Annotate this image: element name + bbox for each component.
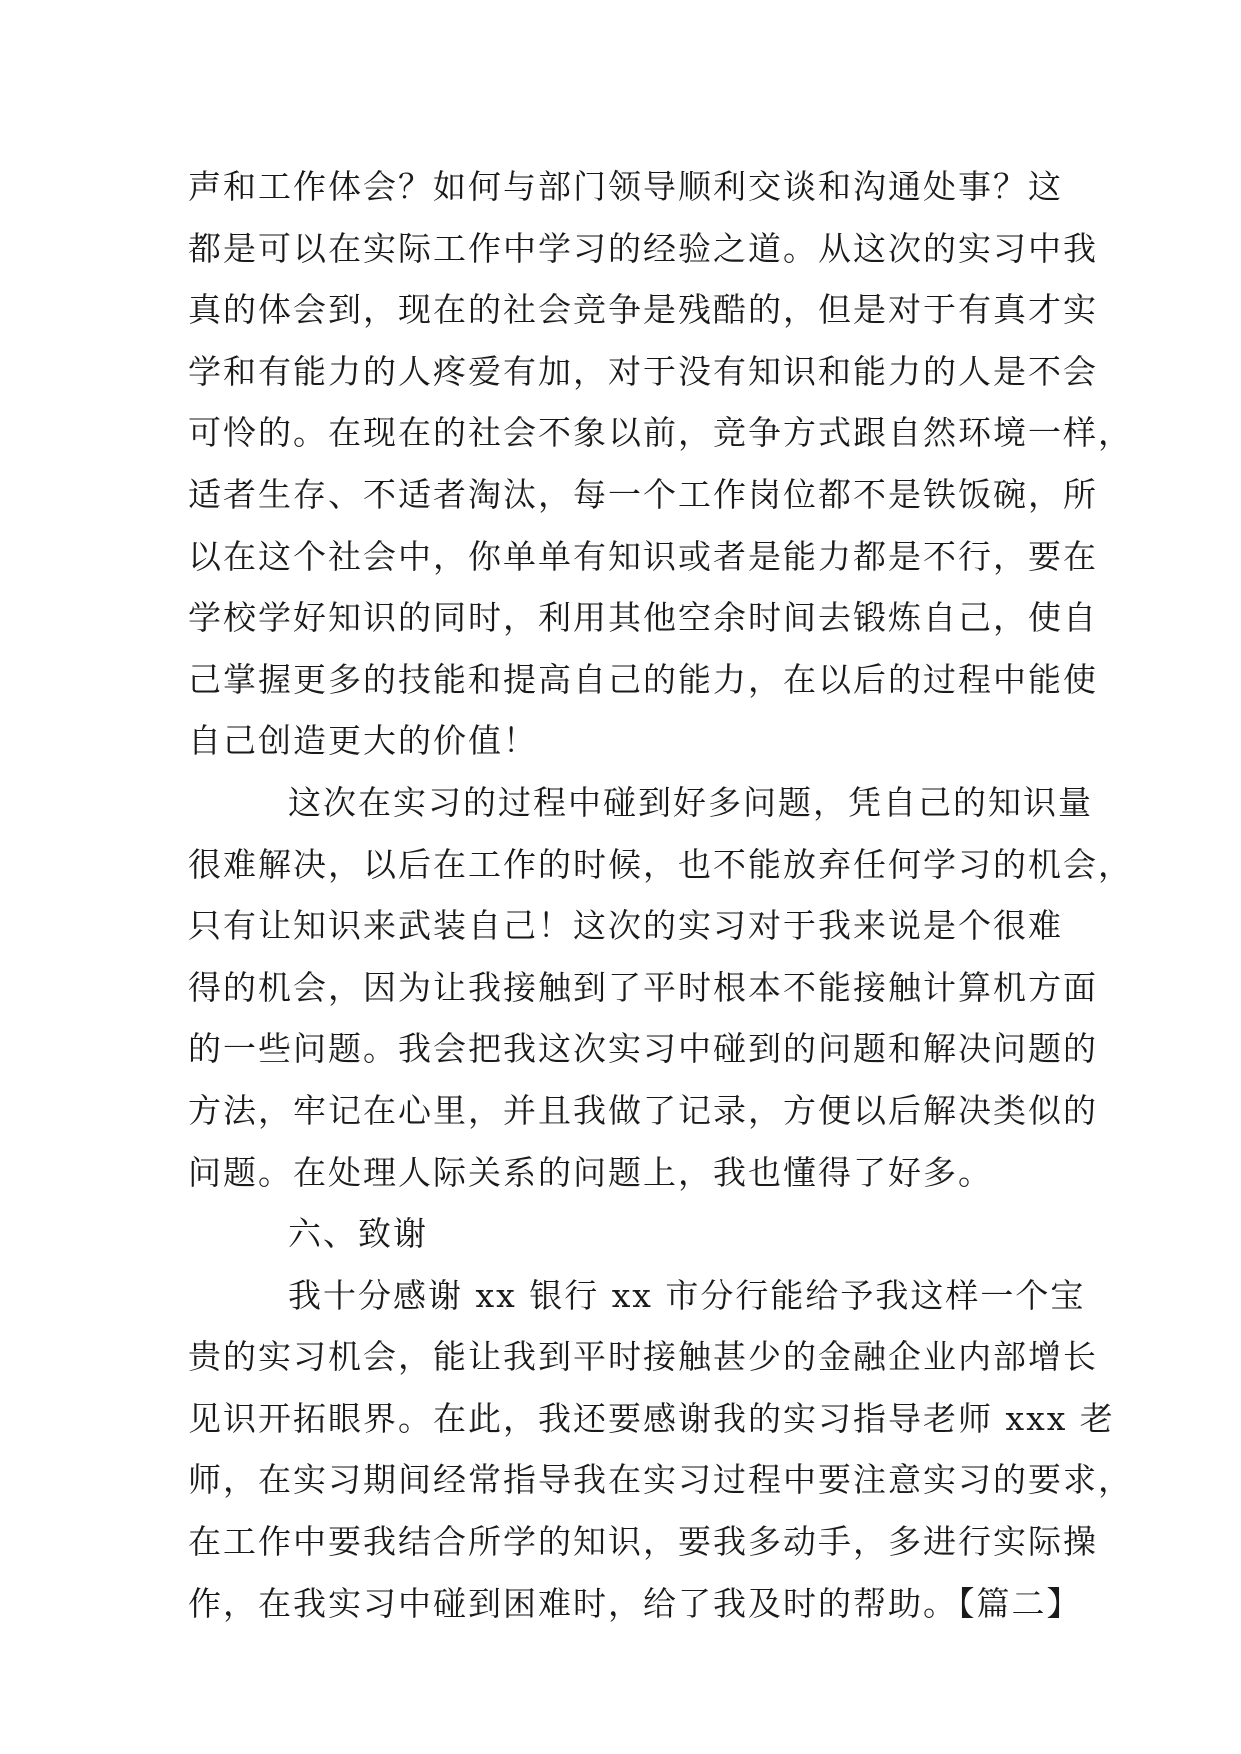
text-line: 方法，牢记在心里，并且我做了记录，方便以后解决类似的 (188, 1090, 1098, 1130)
text-line: 问题。在处理人际关系的问题上，我也懂得了好多。 (188, 1152, 993, 1192)
text-line: 真的体会到，现在的社会竞争是残酷的，但是对于有真才实 (188, 290, 1098, 330)
text-line: 只有让知识来武装自己！这次的实习对于我来说是个很难 (188, 906, 1063, 946)
text-line: 师，在实习期间经常指导我在实习过程中要注意实习的要求， (188, 1460, 1133, 1500)
text-line: 在工作中要我结合所学的知识，要我多动手，多进行实际操 (188, 1522, 1098, 1562)
text-line: 得的机会，因为让我接触到了平时根本不能接触计算机方面 (188, 967, 1098, 1007)
text-line: 很难解决，以后在工作的时候，也不能放弃任何学习的机会， (188, 844, 1133, 884)
text-line: 贵的实习机会，能让我到平时接触甚少的金融企业内部增长 (188, 1337, 1098, 1377)
section-heading: 六、致谢 (288, 1214, 428, 1254)
text-line: 适者生存、不适者淘汰，每一个工作岗位都不是铁饭碗，所 (188, 474, 1098, 514)
text-line: 自己创造更大的价值！ (188, 721, 538, 761)
body-text (188, 156, 1133, 1634)
text-line: 可怜的。在现在的社会不象以前，竞争方式跟自然环境一样， (188, 413, 1133, 453)
text-line: 学和有能力的人疼爱有加，对于没有知识和能力的人是不会 (188, 351, 1098, 391)
text-line: 己掌握更多的技能和提高自己的能力，在以后的过程中能使 (188, 659, 1098, 699)
text-line: 学校学好知识的同时，利用其他空余时间去锻炼自己，使自 (188, 598, 1098, 638)
text-line: 作，在我实习中碰到困难时，给了我及时的帮助。【篇二】 (188, 1583, 1082, 1623)
text-line: 声和工作体会？如何与部门领导顺利交谈和沟通处事？这 (188, 167, 1063, 206)
text-line: 见识开拓眼界。在此，我还要感谢我的实习指导老师 xxx 老 (188, 1398, 1115, 1438)
text-line: 都是可以在实际工作中学习的经验之道。从这次的实习中我 (188, 228, 1098, 268)
text-line: 的一些问题。我会把我这次实习中碰到的问题和解决问题的 (188, 1029, 1098, 1069)
paragraph-start-line: 这次在实习的过程中碰到好多问题，凭自己的知识量 (288, 782, 1093, 822)
paragraph-start-line: 我十分感谢 xx 银行 xx 市分行能给予我这样一个宝 (288, 1275, 1086, 1315)
text-line: 以在这个社会中，你单单有知识或者是能力都是不行，要在 (188, 536, 1098, 576)
